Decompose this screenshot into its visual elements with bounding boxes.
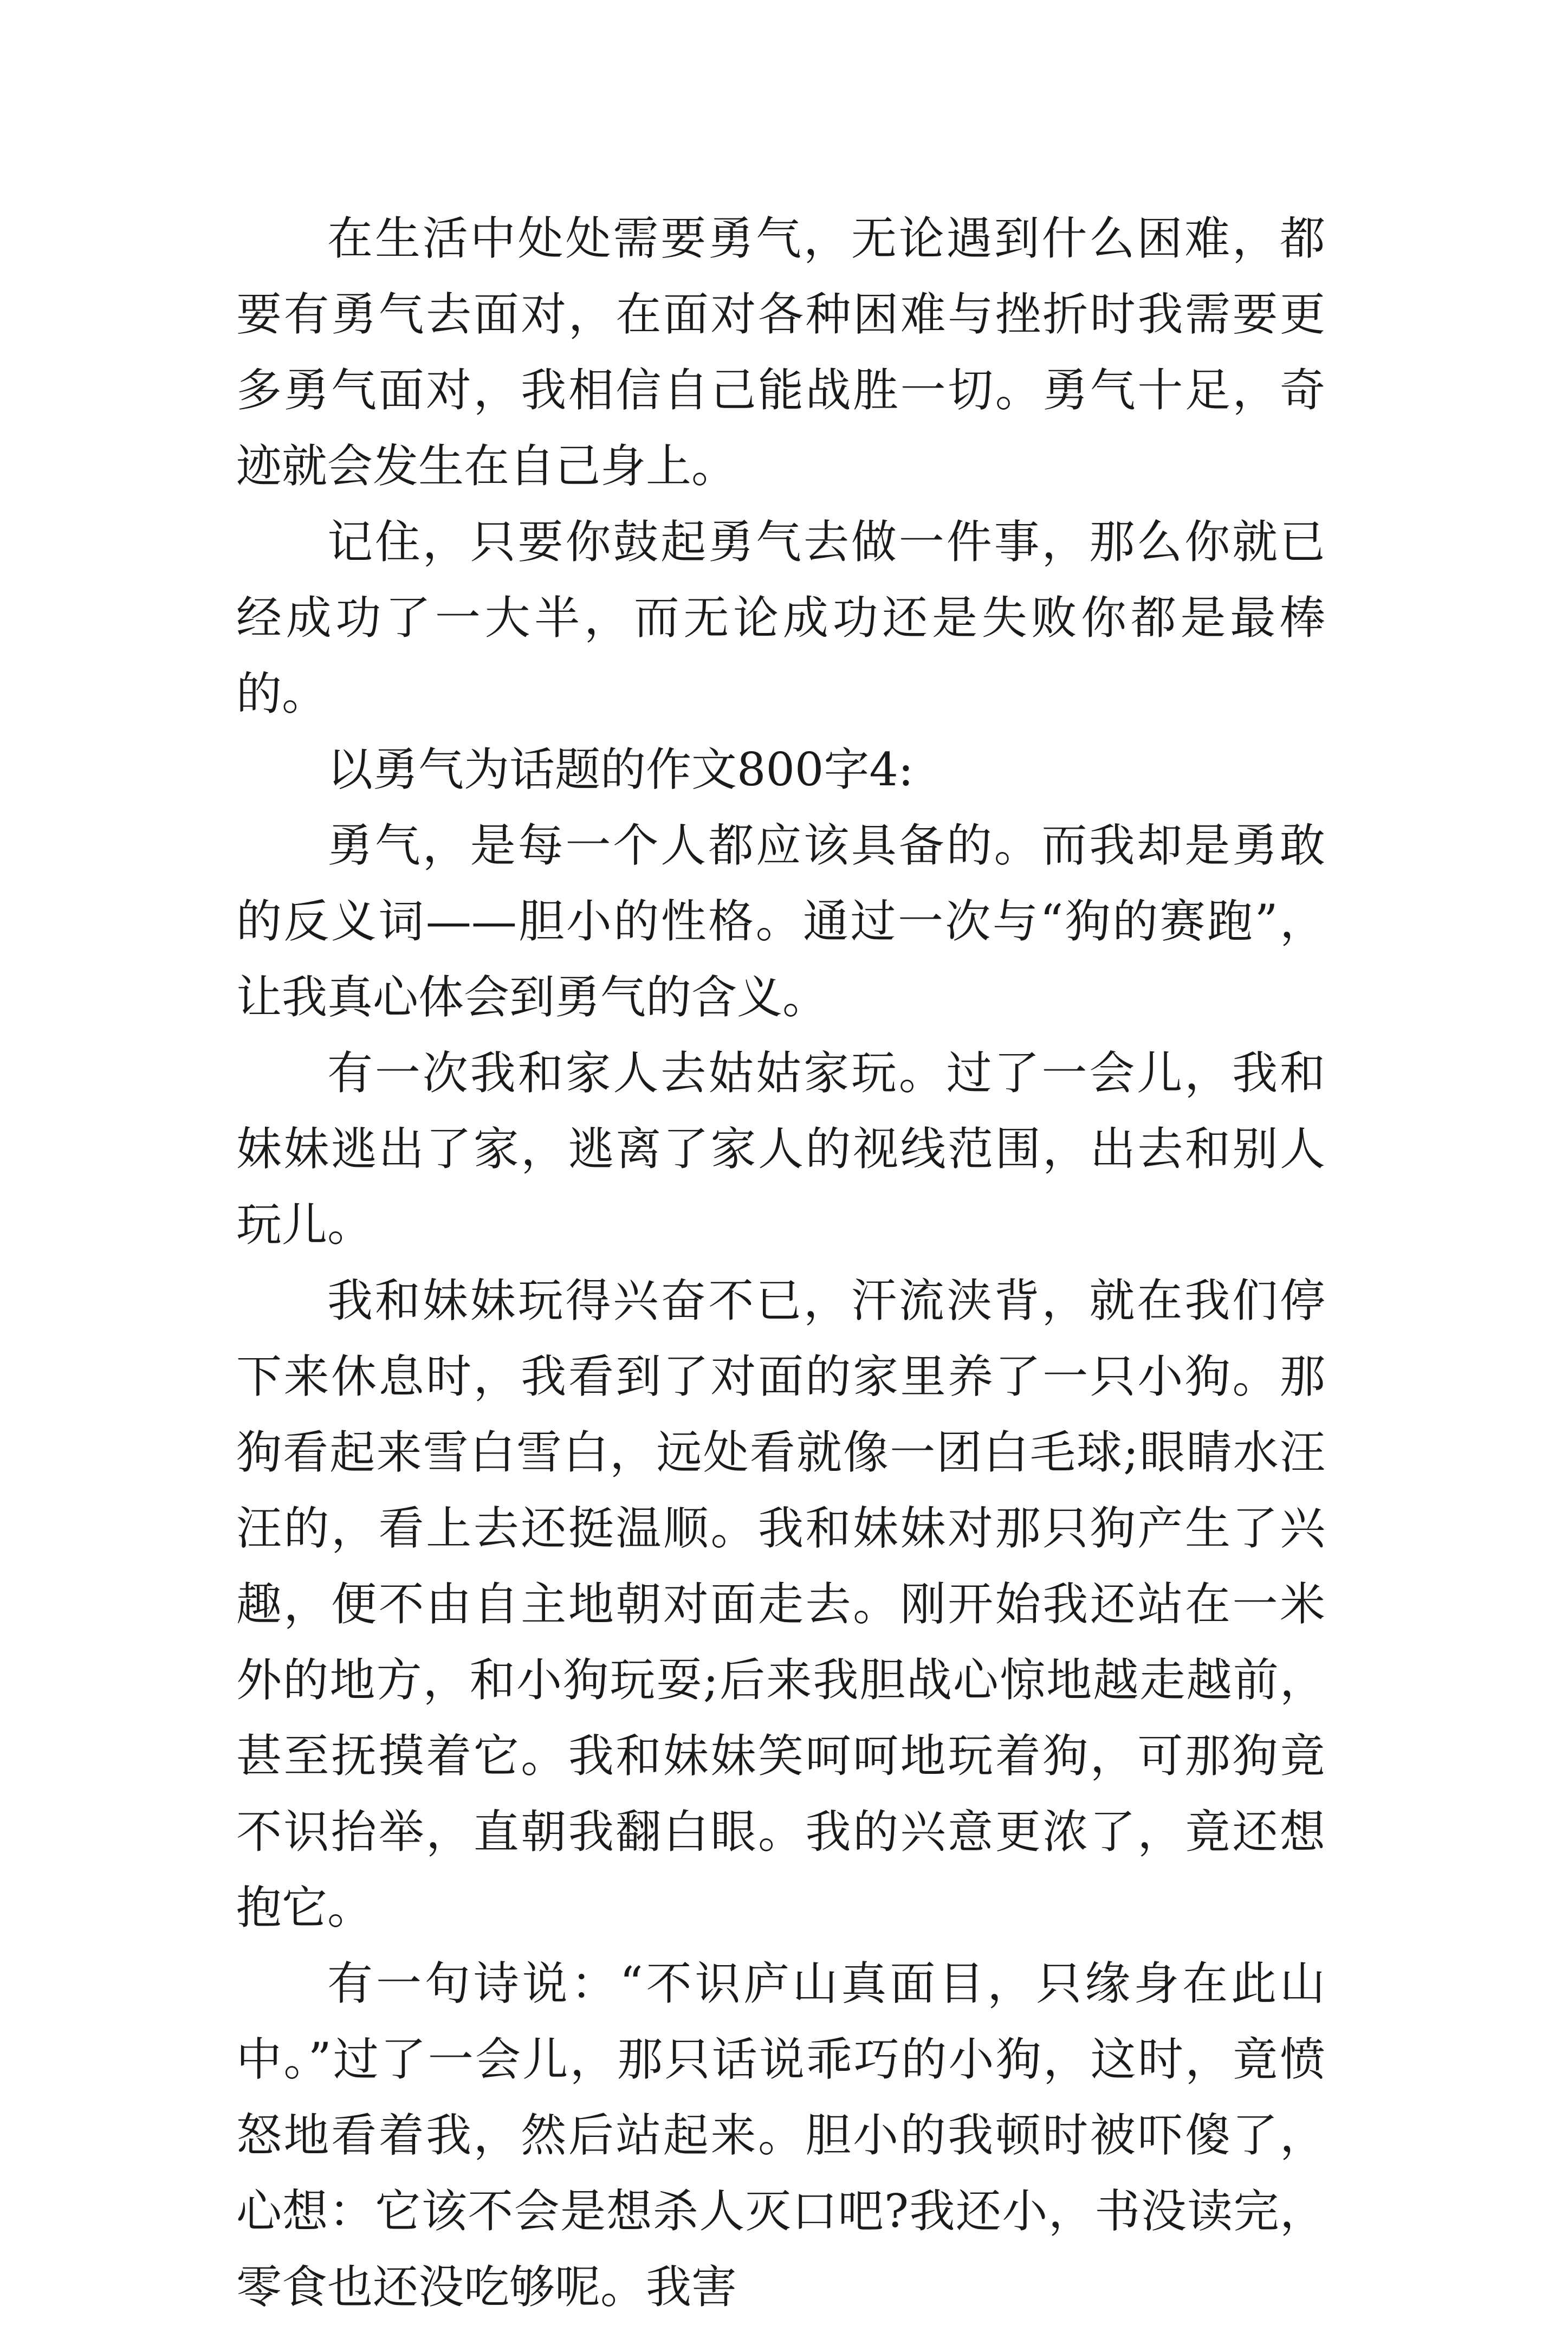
paragraph: 我和妹妹玩得兴奋不已，汗流浃背，就在我们停下来休息时，我看到了对面的家里养了一只小狗。那狗看起来雪白雪白，远处看就像一团白毛球;眼睛水汪汪的，看上去还挺温顺。我和妹妹对那只狗产生了兴趣，便不由自主地朝对面走去。刚开始我还站在一米外的地方，和小狗玩耍;后来我胆战心惊地越走越前，甚至抚摸着它。我和妹妹笑呵呵地玩着狗，可那狗竟不识抬举，直朝我翻白眼。我的兴意更浓了，竟还想抱它。 [236, 1274, 1325, 1934]
paragraph: 勇气，是每一个人都应该具备的。而我却是勇敢的反义词——胆小的性格。通过一次与“狗的赛跑”，让我真心体会到勇气的含义。 [236, 819, 1325, 1024]
paragraph: 记住，只要你鼓起勇气去做一件事，那么你就已经成功了一大半，而无论成功还是失败你都是最棒的。 [236, 515, 1325, 720]
paragraph: 在生活中处处需要勇气，无论遇到什么困难，都要有勇气去面对，在面对各种困难与挫折时我需要更多勇气面对，我相信自己能战胜一切。勇气十足，奇迹就会发生在自己身上。 [236, 212, 1325, 493]
document-body [236, 201, 1325, 2325]
paragraph: 有一次我和家人去姑姑家玩。过了一会儿，我和妹妹逃出了家，逃离了家人的视线范围，出去和别人玩儿。 [236, 1047, 1325, 1251]
paragraph: 有一句诗说：“不识庐山真面目，只缘身在此山中。”过了一会儿，那只话说乖巧的小狗，这时，竟愤怒地看着我，然后站起来。胆小的我顿时被吓傻了，心想：它该不会是想杀人灭口吧?我还小，书没读完，零食也还没吃够呢。我害 [236, 1957, 1325, 2314]
section-heading: 以勇气为话题的作文800字4: [327, 743, 914, 796]
